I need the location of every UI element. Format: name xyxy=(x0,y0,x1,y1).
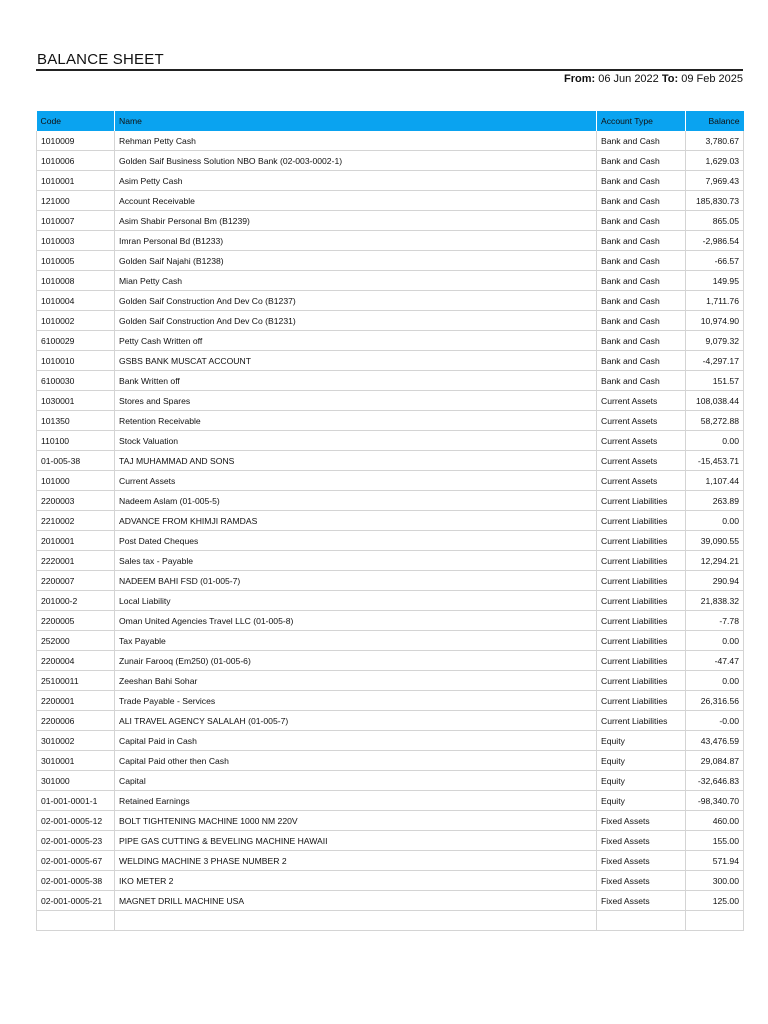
cell-code: 201000-2 xyxy=(37,591,115,611)
cell-balance: -0.00 xyxy=(686,711,744,731)
cell-code xyxy=(37,911,115,931)
date-range xyxy=(564,73,743,85)
cell-name: IKO METER 2 xyxy=(115,871,597,891)
table-row xyxy=(37,631,744,651)
cell-code: 1030001 xyxy=(37,391,115,411)
cell-code: 2220001 xyxy=(37,551,115,571)
cell-name: GSBS BANK MUSCAT ACCOUNT xyxy=(115,351,597,371)
cell-code: 02-001-0005-12 xyxy=(37,811,115,831)
cell-name: TAJ MUHAMMAD AND SONS xyxy=(115,451,597,471)
cell-balance: -98,340.70 xyxy=(686,791,744,811)
cell-balance: 125.00 xyxy=(686,891,744,911)
cell-balance: 29,084.87 xyxy=(686,751,744,771)
cell-code: 02-001-0005-23 xyxy=(37,831,115,851)
cell-balance: 185,830.73 xyxy=(686,191,744,211)
table-row xyxy=(37,851,744,871)
table-row xyxy=(37,531,744,551)
cell-account-type: Fixed Assets xyxy=(597,831,686,851)
cell-account-type: Bank and Cash xyxy=(597,251,686,271)
table-row xyxy=(37,411,744,431)
cell-code: 2200004 xyxy=(37,651,115,671)
table-row xyxy=(37,171,744,191)
table-row xyxy=(37,151,744,171)
cell-account-type: Current Assets xyxy=(597,391,686,411)
cell-account-type: Equity xyxy=(597,771,686,791)
cell-code: 101000 xyxy=(37,471,115,491)
cell-name: Local Liability xyxy=(115,591,597,611)
cell-name: Retained Earnings xyxy=(115,791,597,811)
cell-balance: 1,711.76 xyxy=(686,291,744,311)
column-header-balance: Balance xyxy=(686,111,744,131)
cell-balance: -2,986.54 xyxy=(686,231,744,251)
cell-account-type: Bank and Cash xyxy=(597,371,686,391)
cell-balance: -47.47 xyxy=(686,651,744,671)
cell-name: ALI TRAVEL AGENCY SALALAH (01-005-7) xyxy=(115,711,597,731)
column-header-account-type: Account Type xyxy=(597,111,686,131)
cell-name: Golden Saif Construction And Dev Co (B1231) xyxy=(115,311,597,331)
cell-name: Imran Personal Bd (B1233) xyxy=(115,231,597,251)
cell-account-type: Current Liabilities xyxy=(597,571,686,591)
cell-code: 02-001-0005-67 xyxy=(37,851,115,871)
cell-account-type: Current Liabilities xyxy=(597,491,686,511)
column-header-name: Name xyxy=(115,111,597,131)
cell-balance: 460.00 xyxy=(686,811,744,831)
cell-code: 2010001 xyxy=(37,531,115,551)
table-row xyxy=(37,491,744,511)
title-divider xyxy=(36,69,743,71)
from-label: From: xyxy=(564,73,596,85)
table-row xyxy=(37,431,744,451)
cell-code: 02-001-0005-38 xyxy=(37,871,115,891)
cell-balance: 149.95 xyxy=(686,271,744,291)
cell-code: 6100029 xyxy=(37,331,115,351)
page-title: BALANCE SHEET xyxy=(37,51,164,68)
table-row xyxy=(37,471,744,491)
cell-account-type: Current Liabilities xyxy=(597,691,686,711)
cell-balance: 3,780.67 xyxy=(686,131,744,151)
cell-name: Capital Paid in Cash xyxy=(115,731,597,751)
cell-balance: 43,476.59 xyxy=(686,731,744,751)
cell-name: Asim Petty Cash xyxy=(115,171,597,191)
table-row xyxy=(37,451,744,471)
cell-name: ADVANCE FROM KHIMJI RAMDAS xyxy=(115,511,597,531)
table-row xyxy=(37,811,744,831)
cell-account-type: Current Liabilities xyxy=(597,511,686,531)
cell-name: BOLT TIGHTENING MACHINE 1000 NM 220V xyxy=(115,811,597,831)
cell-balance: -15,453.71 xyxy=(686,451,744,471)
cell-balance: 300.00 xyxy=(686,871,744,891)
column-header-code: Code xyxy=(37,111,115,131)
cell-name xyxy=(115,911,597,931)
table-row xyxy=(37,511,744,531)
table-row xyxy=(37,291,744,311)
table-row xyxy=(37,391,744,411)
cell-balance: 865.05 xyxy=(686,211,744,231)
cell-balance: 12,294.21 xyxy=(686,551,744,571)
cell-account-type: Current Liabilities xyxy=(597,631,686,651)
cell-account-type: Fixed Assets xyxy=(597,851,686,871)
cell-account-type: Current Liabilities xyxy=(597,531,686,551)
cell-name: Sales tax - Payable xyxy=(115,551,597,571)
cell-code: 1010001 xyxy=(37,171,115,191)
cell-account-type: Equity xyxy=(597,731,686,751)
cell-name: NADEEM BAHI FSD (01-005-7) xyxy=(115,571,597,591)
table-header-row xyxy=(37,111,744,131)
cell-name: Capital Paid other then Cash xyxy=(115,751,597,771)
cell-code: 2200007 xyxy=(37,571,115,591)
table-row xyxy=(37,571,744,591)
cell-account-type: Bank and Cash xyxy=(597,291,686,311)
table-row xyxy=(37,831,744,851)
cell-balance: 0.00 xyxy=(686,631,744,651)
cell-code: 1010006 xyxy=(37,151,115,171)
cell-account-type: Bank and Cash xyxy=(597,231,686,251)
table-row xyxy=(37,671,744,691)
cell-account-type: Equity xyxy=(597,791,686,811)
cell-balance: 290.94 xyxy=(686,571,744,591)
table-row xyxy=(37,311,744,331)
cell-code: 3010002 xyxy=(37,731,115,751)
cell-code: 1010003 xyxy=(37,231,115,251)
cell-balance: 1,107.44 xyxy=(686,471,744,491)
from-date: 06 Jun 2022 xyxy=(598,73,659,85)
cell-code: 301000 xyxy=(37,771,115,791)
cell-balance: 0.00 xyxy=(686,431,744,451)
table-row xyxy=(37,371,744,391)
cell-name: PIPE GAS CUTTING & BEVELING MACHINE HAWAII xyxy=(115,831,597,851)
balance-table xyxy=(36,111,744,931)
table-row xyxy=(37,551,744,571)
cell-balance: 0.00 xyxy=(686,671,744,691)
to-label: To: xyxy=(661,73,679,85)
cell-name: Tax Payable xyxy=(115,631,597,651)
cell-name: Retention Receivable xyxy=(115,411,597,431)
cell-balance: 26,316.56 xyxy=(686,691,744,711)
cell-name: Stores and Spares xyxy=(115,391,597,411)
cell-account-type xyxy=(597,911,686,931)
cell-balance: 21,838.32 xyxy=(686,591,744,611)
cell-account-type: Bank and Cash xyxy=(597,151,686,171)
cell-account-type: Fixed Assets xyxy=(597,811,686,831)
cell-code: 121000 xyxy=(37,191,115,211)
cell-account-type: Current Assets xyxy=(597,411,686,431)
cell-name: Account Receivable xyxy=(115,191,597,211)
cell-balance: 10,974.90 xyxy=(686,311,744,331)
table-row xyxy=(37,891,744,911)
cell-name: Zunair Farooq (Em250) (01-005-6) xyxy=(115,651,597,671)
cell-code: 01-005-38 xyxy=(37,451,115,471)
cell-name: Oman United Agencies Travel LLC (01-005-8) xyxy=(115,611,597,631)
cell-name: Bank Written off xyxy=(115,371,597,391)
cell-name: Stock Valuation xyxy=(115,431,597,451)
table-row xyxy=(37,271,744,291)
cell-name: Zeeshan Bahi Sohar xyxy=(115,671,597,691)
cell-code: 1010009 xyxy=(37,131,115,151)
table-row xyxy=(37,651,744,671)
cell-name: Petty Cash Written off xyxy=(115,331,597,351)
cell-code: 6100030 xyxy=(37,371,115,391)
to-date: 09 Feb 2025 xyxy=(681,73,743,85)
table-row xyxy=(37,911,744,931)
cell-balance: -66.57 xyxy=(686,251,744,271)
cell-balance: 7,969.43 xyxy=(686,171,744,191)
table-row xyxy=(37,591,744,611)
table-row xyxy=(37,231,744,251)
cell-balance: -32,646.83 xyxy=(686,771,744,791)
cell-name: WELDING MACHINE 3 PHASE NUMBER 2 xyxy=(115,851,597,871)
cell-account-type: Bank and Cash xyxy=(597,171,686,191)
cell-name: Golden Saif Business Solution NBO Bank (02-003-0002-1) xyxy=(115,151,597,171)
cell-balance xyxy=(686,911,744,931)
table-row xyxy=(37,691,744,711)
cell-name: Nadeem Aslam (01-005-5) xyxy=(115,491,597,511)
cell-balance: -7.78 xyxy=(686,611,744,631)
table-row xyxy=(37,611,744,631)
cell-account-type: Bank and Cash xyxy=(597,131,686,151)
table-row xyxy=(37,351,744,371)
cell-balance: -4,297.17 xyxy=(686,351,744,371)
cell-code: 01-001-0001-1 xyxy=(37,791,115,811)
cell-account-type: Fixed Assets xyxy=(597,891,686,911)
cell-balance: 39,090.55 xyxy=(686,531,744,551)
cell-account-type: Bank and Cash xyxy=(597,271,686,291)
table-row xyxy=(37,251,744,271)
cell-code: 1010005 xyxy=(37,251,115,271)
cell-name: Golden Saif Najahi (B1238) xyxy=(115,251,597,271)
cell-account-type: Current Liabilities xyxy=(597,651,686,671)
cell-balance: 151.57 xyxy=(686,371,744,391)
cell-name: Golden Saif Construction And Dev Co (B1237) xyxy=(115,291,597,311)
cell-code: 2200003 xyxy=(37,491,115,511)
table-row xyxy=(37,191,744,211)
cell-name: MAGNET DRILL MACHINE USA xyxy=(115,891,597,911)
cell-account-type: Current Liabilities xyxy=(597,671,686,691)
cell-name: Capital xyxy=(115,771,597,791)
cell-balance: 108,038.44 xyxy=(686,391,744,411)
cell-name: Mian Petty Cash xyxy=(115,271,597,291)
cell-code: 2200005 xyxy=(37,611,115,631)
table-row xyxy=(37,771,744,791)
cell-code: 3010001 xyxy=(37,751,115,771)
cell-account-type: Fixed Assets xyxy=(597,871,686,891)
cell-balance: 155.00 xyxy=(686,831,744,851)
table-row xyxy=(37,731,744,751)
cell-account-type: Bank and Cash xyxy=(597,311,686,331)
cell-code: 252000 xyxy=(37,631,115,651)
table-row xyxy=(37,711,744,731)
cell-balance: 9,079.32 xyxy=(686,331,744,351)
cell-name: Current Assets xyxy=(115,471,597,491)
cell-code: 1010010 xyxy=(37,351,115,371)
cell-account-type: Current Liabilities xyxy=(597,591,686,611)
cell-balance: 1,629.03 xyxy=(686,151,744,171)
table-row xyxy=(37,871,744,891)
cell-account-type: Current Liabilities xyxy=(597,551,686,571)
cell-name: Rehman Petty Cash xyxy=(115,131,597,151)
cell-balance: 263.89 xyxy=(686,491,744,511)
cell-balance: 571.94 xyxy=(686,851,744,871)
cell-account-type: Current Liabilities xyxy=(597,711,686,731)
cell-balance: 58,272.88 xyxy=(686,411,744,431)
table-row xyxy=(37,331,744,351)
cell-code: 02-001-0005-21 xyxy=(37,891,115,911)
cell-account-type: Current Assets xyxy=(597,471,686,491)
cell-code: 2200006 xyxy=(37,711,115,731)
cell-account-type: Current Liabilities xyxy=(597,611,686,631)
cell-code: 25100011 xyxy=(37,671,115,691)
cell-code: 101350 xyxy=(37,411,115,431)
cell-name: Post Dated Cheques xyxy=(115,531,597,551)
cell-account-type: Current Assets xyxy=(597,431,686,451)
cell-code: 1010007 xyxy=(37,211,115,231)
table-row xyxy=(37,211,744,231)
cell-account-type: Bank and Cash xyxy=(597,211,686,231)
cell-code: 2210002 xyxy=(37,511,115,531)
table-row xyxy=(37,131,744,151)
cell-code: 2200001 xyxy=(37,691,115,711)
cell-account-type: Bank and Cash xyxy=(597,351,686,371)
cell-account-type: Bank and Cash xyxy=(597,191,686,211)
table-row xyxy=(37,751,744,771)
cell-code: 1010008 xyxy=(37,271,115,291)
cell-code: 1010002 xyxy=(37,311,115,331)
cell-code: 110100 xyxy=(37,431,115,451)
cell-code: 1010004 xyxy=(37,291,115,311)
cell-account-type: Current Assets xyxy=(597,451,686,471)
table-row xyxy=(37,791,744,811)
cell-balance: 0.00 xyxy=(686,511,744,531)
cell-account-type: Bank and Cash xyxy=(597,331,686,351)
cell-account-type: Equity xyxy=(597,751,686,771)
cell-name: Asim Shabir Personal Bm (B1239) xyxy=(115,211,597,231)
cell-name: Trade Payable - Services xyxy=(115,691,597,711)
